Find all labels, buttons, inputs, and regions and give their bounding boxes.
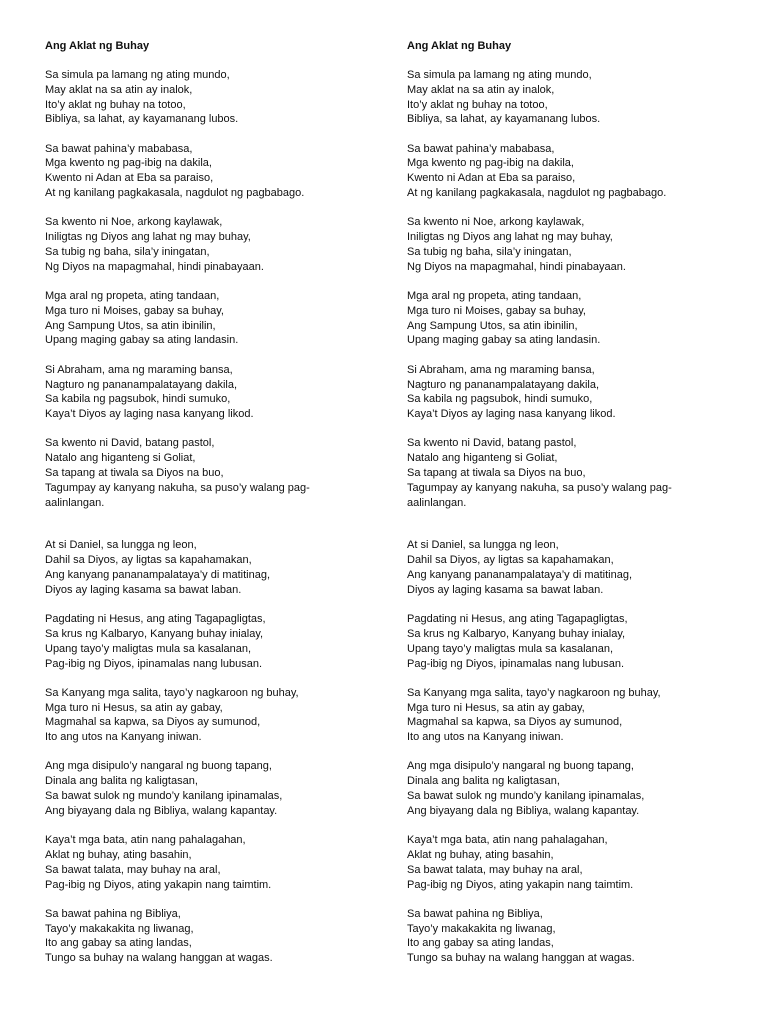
poem-line: Sa simula pa lamang ng ating mundo, <box>45 69 230 81</box>
poem-line: Sa Kanyang mga salita, tayo’y nagkaroon ng buhay, <box>45 686 299 699</box>
poem-line: At ng kanilang pagkakasala, nagdulot ng pagbabago. <box>407 187 667 200</box>
poem-line: Iniligtas ng Diyos ang lahat ng may buhay, <box>407 231 613 244</box>
poem-line: Diyos ay laging kasama sa bawat laban. <box>45 583 242 596</box>
poem-line: Mga kwento ng pag-ibig na dakila, <box>45 157 212 170</box>
poem-line: Kwento ni Adan at Eba sa paraiso, <box>45 172 214 185</box>
poem-line: Pag-ibig ng Diyos, ipinamalas nang lubusan. <box>45 657 263 670</box>
poem-line: Nagturo ng pananampalatayang dakila, <box>45 378 238 391</box>
poem-line: Magmahal sa kapwa, sa Diyos ay sumunod, <box>407 716 623 729</box>
poem-line: Si Abraham, ama ng maraming bansa, <box>45 363 233 376</box>
poem-line: Kaya’t Diyos ay laging nasa kanyang likod. <box>45 408 254 421</box>
stanza <box>407 215 737 274</box>
stanza <box>45 833 375 892</box>
poem-line: Sa kabila ng pagsubok, hindi sumuko, <box>407 393 593 406</box>
poem-line: Sa tapang at tiwala sa Diyos na buo, <box>45 467 224 480</box>
poem-line: Sa krus ng Kalbaryo, Kanyang buhay inialay, <box>45 627 264 640</box>
poem-line: Sa simula pa lamang ng ating mundo, <box>407 69 592 81</box>
poem-title: Ang Aklat ng Buhay <box>407 40 512 52</box>
poem-line: Ito ang utos na Kanyang iniwan. <box>407 731 564 744</box>
stanza <box>407 686 737 745</box>
poem-line: Sa bawat pahina’y mababasa, <box>407 142 555 155</box>
poem-line: Upang maging gabay sa ating landasin. <box>407 334 601 347</box>
poem-line: Sa kwento ni David, batang pastol, <box>45 437 215 450</box>
poem-line: Sa krus ng Kalbaryo, Kanyang buhay inialay, <box>407 627 626 640</box>
poem-line: Iniligtas ng Diyos ang lahat ng may buhay, <box>45 231 251 244</box>
poem-line: Tagumpay ay kanyang nakuha, sa puso’y walang pag- <box>407 481 672 494</box>
poem-line: Dinala ang balita ng kaligtasan, <box>407 775 560 788</box>
poem-line: May aklat na sa atin ay inalok, <box>45 83 193 96</box>
poem-line: Pag-ibig ng Diyos, ating yakapin nang taimtim. <box>407 878 634 891</box>
poem-line: Nagturo ng pananampalatayang dakila, <box>407 378 600 391</box>
poem-line: Sa kwento ni Noe, arkong kaylawak, <box>407 216 585 229</box>
poem-column-left <box>45 39 375 981</box>
poem-line: aalinlangan. <box>45 496 105 509</box>
poem-line: Dahil sa Diyos, ay ligtas sa kapahamakan, <box>45 554 252 567</box>
stanza <box>45 436 375 510</box>
stanza <box>407 833 737 892</box>
stanza <box>45 759 375 818</box>
poem-line: Ito ang utos na Kanyang iniwan. <box>45 731 202 744</box>
poem-line: At si Daniel, sa lungga ng leon, <box>407 539 559 552</box>
poem-line: Ang mga disipulo’y nangaral ng buong tapang, <box>407 760 634 773</box>
poem-line: Sa bawat pahina’y mababasa, <box>45 142 193 155</box>
poem-line: Bibliya, sa lahat, ay kayamanang lubos. <box>407 113 601 126</box>
poem-line: Ng Diyos na mapagmahal, hindi pinabayaan. <box>407 260 626 273</box>
poem-line: Sa tubig ng baha, sila’y iningatan, <box>407 245 572 258</box>
poem-line: Sa kwento ni Noe, arkong kaylawak, <box>45 216 223 229</box>
poem-line: Sa bawat sulok ng mundo’y kanilang ipinamalas, <box>45 790 283 803</box>
poem-line: Kaya’t mga bata, atin nang pahalagahan, <box>407 834 608 847</box>
poem-line: Tungo sa buhay na walang hanggan at wagas. <box>45 952 273 965</box>
poem-line: Sa tapang at tiwala sa Diyos na buo, <box>407 467 586 480</box>
poem-line: Sa bawat sulok ng mundo’y kanilang ipinamalas, <box>407 790 645 803</box>
poem-line: Kwento ni Adan at Eba sa paraiso, <box>407 172 576 185</box>
poem-title: Ang Aklat ng Buhay <box>45 40 150 52</box>
poem-line: Mga turo ni Hesus, sa atin ay gabay, <box>407 701 585 714</box>
stanza <box>407 289 737 348</box>
poem-line: Ito ang gabay sa ating landas, <box>407 937 554 950</box>
poem-line: Sa bawat talata, may buhay na aral, <box>45 863 221 876</box>
poem-line: Tagumpay ay kanyang nakuha, sa puso’y walang pag- <box>45 481 310 494</box>
stanza <box>407 538 737 597</box>
stanza <box>407 907 737 966</box>
poem-line: Mga turo ni Moises, gabay sa buhay, <box>407 304 586 317</box>
stanza <box>407 142 737 201</box>
stanza <box>407 612 737 671</box>
poem-line: Ang Sampung Utos, sa atin ibinilin, <box>407 319 578 332</box>
poem-line: Ang biyayang dala ng Bibliya, walang kapantay. <box>45 804 278 817</box>
stanza <box>45 289 375 348</box>
poem-line: Pagdating ni Hesus, ang ating Tagapagligtas, <box>45 613 266 626</box>
stanza <box>45 215 375 274</box>
stanza-list <box>407 68 737 966</box>
poem-line: Upang tayo’y maligtas mula sa kasalanan, <box>407 642 614 655</box>
poem-line: Si Abraham, ama ng maraming bansa, <box>407 363 595 376</box>
stanza <box>45 686 375 745</box>
poem-line: Mga turo ni Hesus, sa atin ay gabay, <box>45 701 223 714</box>
poem-line: Mga kwento ng pag-ibig na dakila, <box>407 157 574 170</box>
poem-line: Dinala ang balita ng kaligtasan, <box>45 775 198 788</box>
poem-line: May aklat na sa atin ay inalok, <box>407 83 555 96</box>
stanza <box>45 68 375 127</box>
poem-line: Magmahal sa kapwa, sa Diyos ay sumunod, <box>45 716 261 729</box>
poem-line: Tungo sa buhay na walang hanggan at wagas. <box>407 952 635 965</box>
stanza <box>407 363 737 422</box>
poem-line: Mga aral ng propeta, ating tandaan, <box>407 290 582 303</box>
poem-column-right <box>407 39 737 981</box>
poem-line: aalinlangan. <box>407 496 467 509</box>
poem-line: Ito ang gabay sa ating landas, <box>45 937 192 950</box>
poem-line: Tayo’y makakakita ng liwanag, <box>407 922 556 935</box>
poem-line: Ito’y aklat ng buhay na totoo, <box>45 98 186 111</box>
poem-line: Upang tayo’y maligtas mula sa kasalanan, <box>45 642 252 655</box>
poem-line: Tayo’y makakakita ng liwanag, <box>45 922 194 935</box>
poem-line: Aklat ng buhay, ating basahin, <box>45 848 192 861</box>
poem-line: Upang maging gabay sa ating landasin. <box>45 334 239 347</box>
poem-line: Pag-ibig ng Diyos, ating yakapin nang taimtim. <box>45 878 272 891</box>
poem-line: Diyos ay laging kasama sa bawat laban. <box>407 583 604 596</box>
poem-line: Ang mga disipulo’y nangaral ng buong tapang, <box>45 760 272 773</box>
poem-line: Aklat ng buhay, ating basahin, <box>407 848 554 861</box>
poem-line: Kaya’t mga bata, atin nang pahalagahan, <box>45 834 246 847</box>
poem-line: Natalo ang higanteng si Goliat, <box>45 452 196 465</box>
stanza <box>45 612 375 671</box>
poem-line: Kaya’t Diyos ay laging nasa kanyang likod. <box>407 408 616 421</box>
poem-line: Pag-ibig ng Diyos, ipinamalas nang lubusan. <box>407 657 625 670</box>
poem-line: Dahil sa Diyos, ay ligtas sa kapahamakan, <box>407 554 614 567</box>
poem-line: Sa bawat pahina ng Bibliya, <box>45 907 181 920</box>
stanza <box>45 363 375 422</box>
poem-line: At ng kanilang pagkakasala, nagdulot ng pagbabago. <box>45 187 305 200</box>
poem-line: Ito’y aklat ng buhay na totoo, <box>407 98 548 111</box>
poem-line: Sa kwento ni David, batang pastol, <box>407 437 577 450</box>
poem-line: Mga aral ng propeta, ating tandaan, <box>45 290 220 303</box>
poem-line: Sa kabila ng pagsubok, hindi sumuko, <box>45 393 231 406</box>
stanza <box>45 538 375 597</box>
poem-line: Natalo ang higanteng si Goliat, <box>407 452 558 465</box>
poem-line: Ang kanyang pananampalataya’y di matitinag, <box>407 569 633 582</box>
poem-line: Sa tubig ng baha, sila’y iningatan, <box>45 245 210 258</box>
poem-line: Ang Sampung Utos, sa atin ibinilin, <box>45 319 216 332</box>
poem-line: Ng Diyos na mapagmahal, hindi pinabayaan. <box>45 260 264 273</box>
poem-line: Sa bawat talata, may buhay na aral, <box>407 863 583 876</box>
stanza <box>407 759 737 818</box>
poem-line: Pagdating ni Hesus, ang ating Tagapagligtas, <box>407 613 628 626</box>
poem-line: Ang kanyang pananampalataya’y di matitinag, <box>45 569 271 582</box>
poem-line: Mga turo ni Moises, gabay sa buhay, <box>45 304 224 317</box>
poem-line: Ang biyayang dala ng Bibliya, walang kapantay. <box>407 804 640 817</box>
poem-line: At si Daniel, sa lungga ng leon, <box>45 539 197 552</box>
stanza <box>407 436 737 510</box>
poem-line: Sa Kanyang mga salita, tayo’y nagkaroon ng buhay, <box>407 686 661 699</box>
stanza-list <box>45 68 375 966</box>
stanza <box>45 907 375 966</box>
stanza <box>45 142 375 201</box>
poem-line: Bibliya, sa lahat, ay kayamanang lubos. <box>45 113 239 126</box>
stanza <box>407 68 737 127</box>
poem-line: Sa bawat pahina ng Bibliya, <box>407 907 543 920</box>
